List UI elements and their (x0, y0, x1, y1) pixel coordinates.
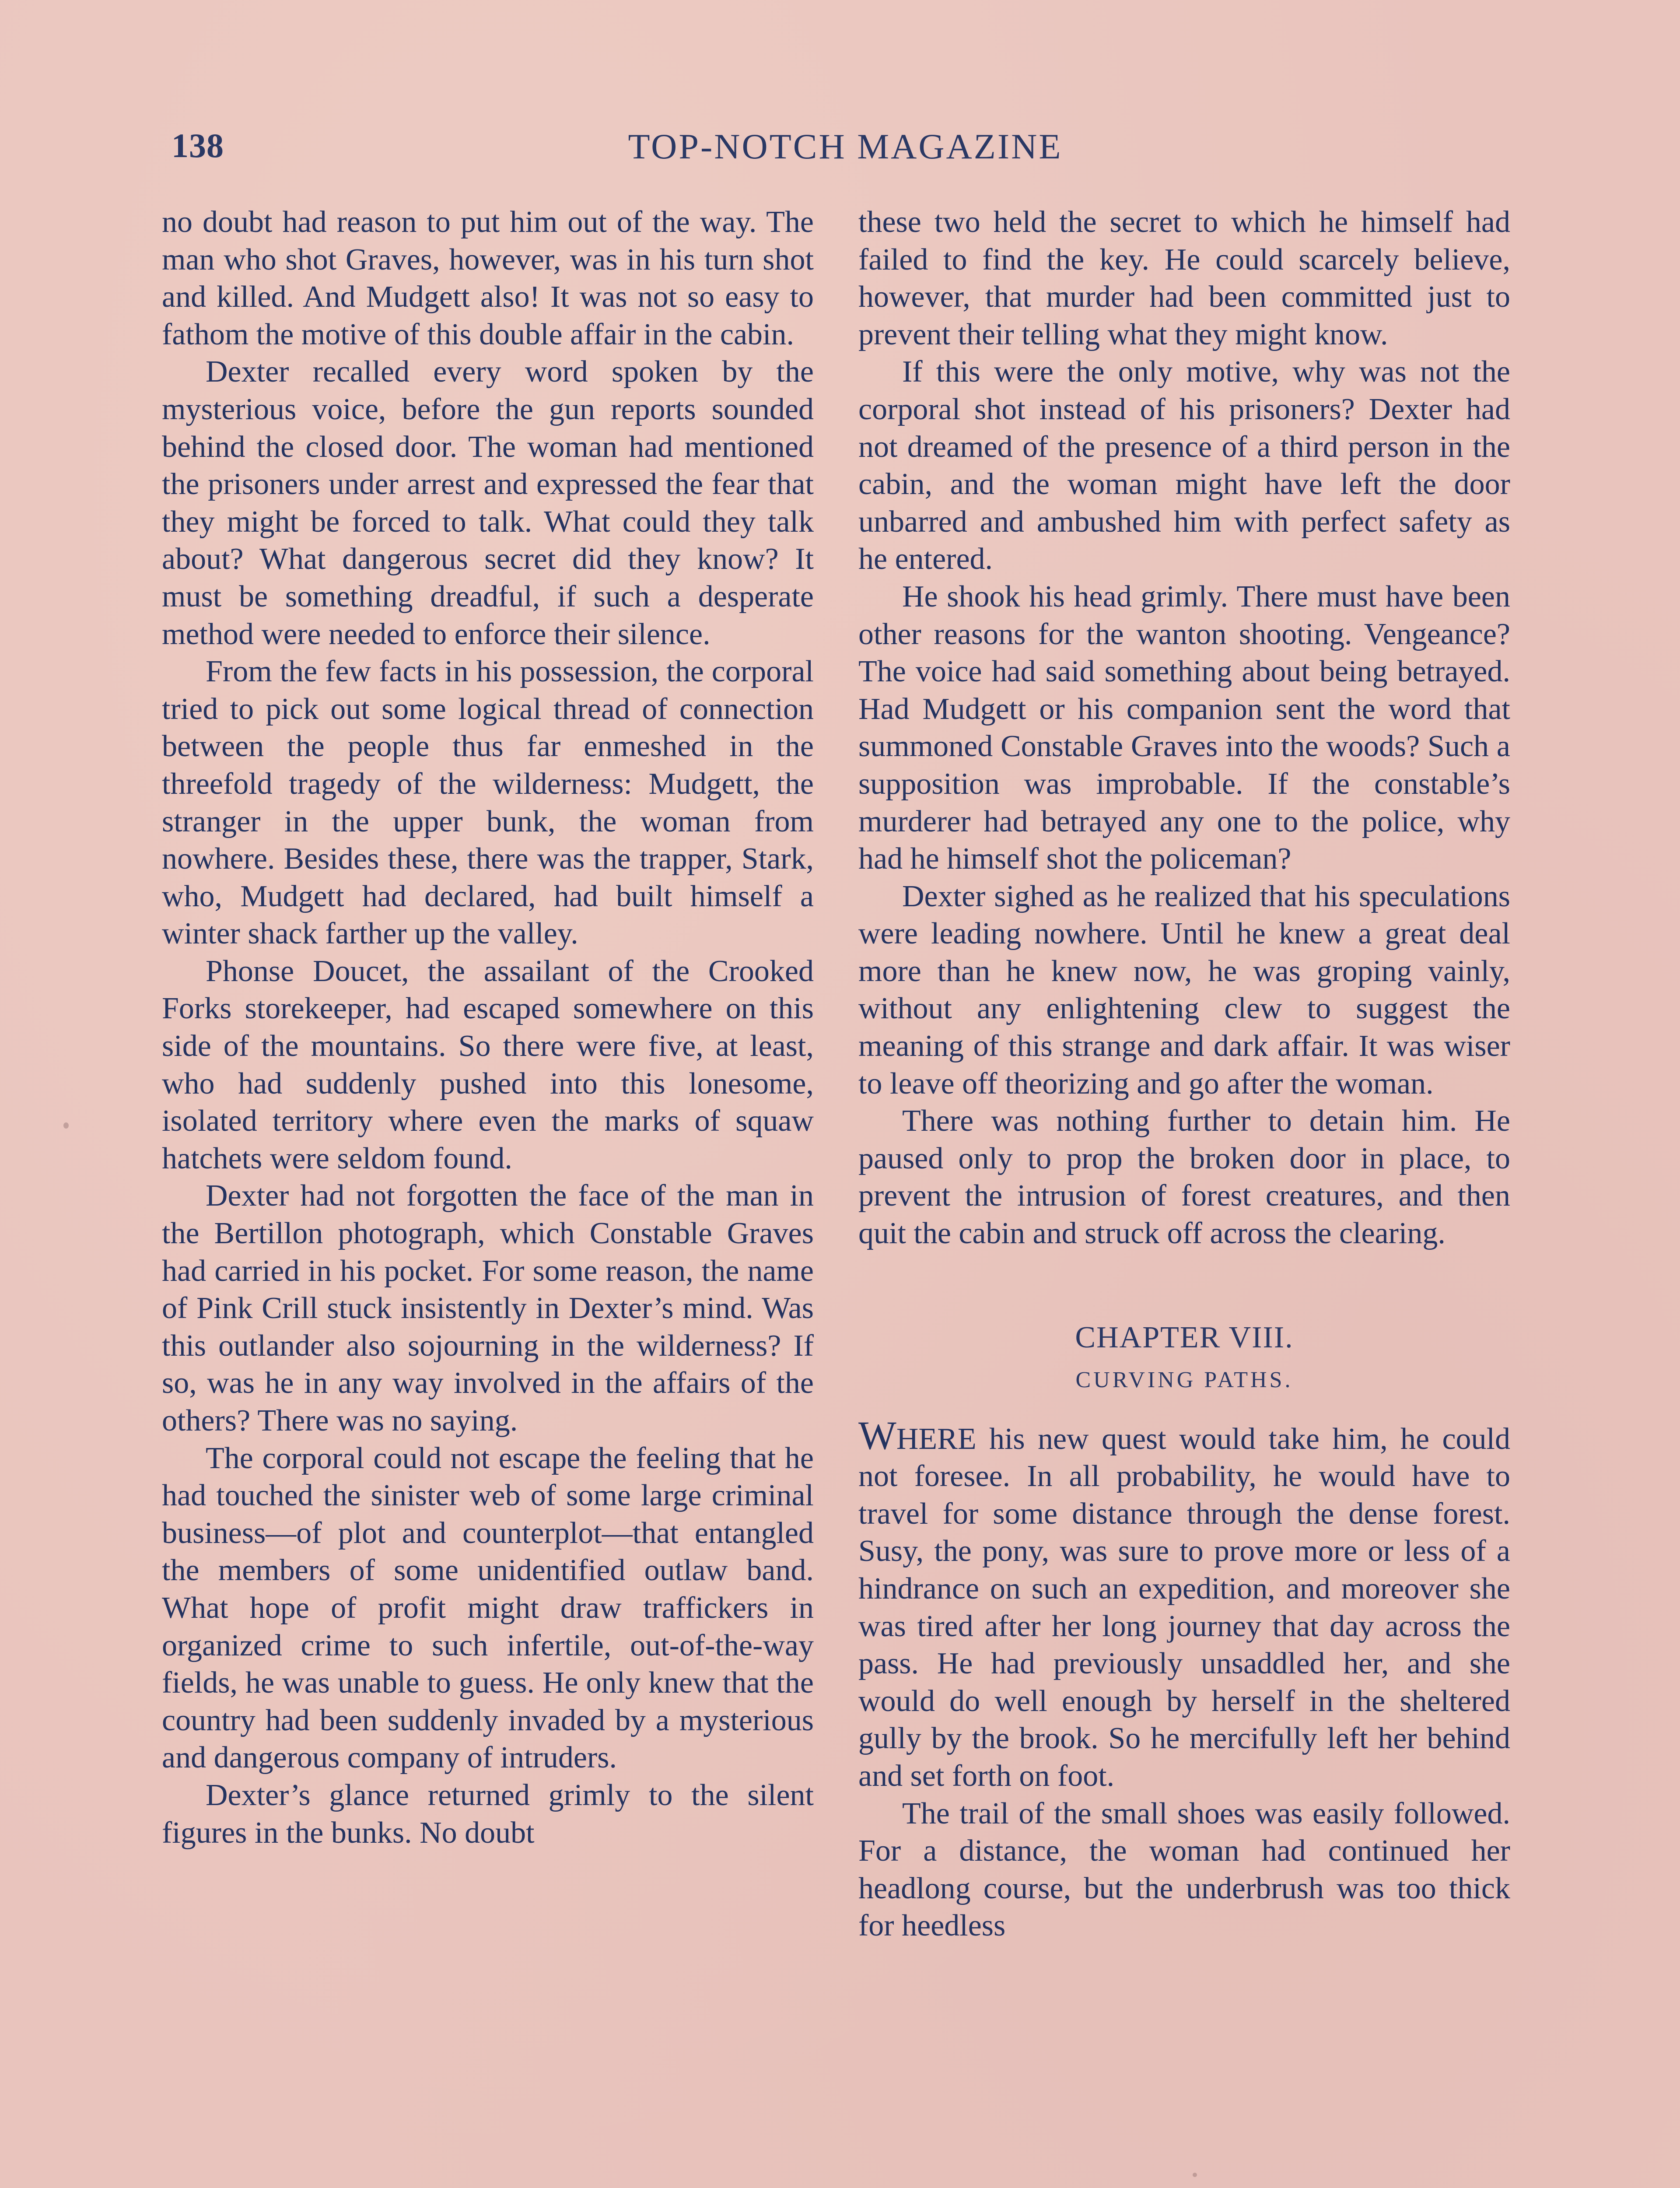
paragraph: He shook his head grimly. There must have been other reasons for the wanton shooting. Vengeance? The voice had said something about being betrayed. Had Mudgett or his companion sent the word that summoned Constable Graves into the woods? Such a supposition was improbable. If the constable’s murderer had betrayed any one to the police, why had he himself shot the policeman? (858, 579, 1510, 876)
chapter-title: CHAPTER VIII. (1075, 1320, 1294, 1354)
paragraph: no doubt had reason to put him out of the way. The man who shot Graves, however, was in his turn shot and killed. And Mudgett also! It was not so easy to fathom the motive of this double affair in the cabin. (162, 205, 814, 351)
running-title: TOP-NOTCH MAGAZINE (628, 126, 1063, 166)
paragraph: Phonse Doucet, the assailant of the Crooked Forks storekeeper, had escaped somewhere on this side of the mountains. So there were five, at least, who had suddenly pushed into this lonesome, isolated territory where even the marks of squaw hatchets were seldom found. (162, 954, 814, 1175)
page-number: 138 (172, 126, 224, 165)
paragraph: these two held the secret to which he himself had failed to find the key. He could scarcely believe, however, that murder had been committed just to prevent their telling what they might know. (858, 205, 1510, 351)
left-column (162, 203, 814, 1851)
paper-speck (63, 1122, 69, 1129)
paper-speck (1193, 2173, 1197, 2177)
paragraph: Dexter sighed as he realized that his speculations were leading nowhere. Until he knew a great deal more than he knew now, he was groping vainly, without any enlightening clew to suggest the meaning of this strange and dark affair. It was wiser to leave off theorizing and go after the woman. (858, 879, 1510, 1101)
paragraph: The corporal could not escape the feeling that he had touched the sinister web of some large criminal business—of plot and counterplot—that entangled the members of some unidentified outlaw band. What hope of profit might draw traffickers in organized crime to such infertile, out-of-the-way fields, he was unable to guess. He only knew that the country had been suddenly invaded by a mysterious and dangerous company of intruders. (162, 1441, 814, 1775)
paragraph: Dexter recalled every word spoken by the mysterious voice, before the gun reports sounded behind the closed door. The woman had mentioned the prisoners under arrest and expressed the fear that they might be forced to talk. What could they talk about? What dangerous secret did they know? It must be something dreadful, if such a desperate method were needed to enforce their silence. (162, 355, 814, 651)
chapter-subtitle: CURVING PATHS. (1075, 1367, 1293, 1392)
paper-speck (696, 706, 701, 712)
paragraph: From the few facts in his possession, the corporal tried to pick out some logical thread of connection between the people thus far enmeshed in the threefold tragedy of the wilderness: Mudgett, the stranger in the upper bunk, the woman from nowhere. Besides these, there was the trapper, Stark, who, Mudgett had declared, had built himself a winter shack farther up the valley. (162, 655, 814, 951)
chapter-heading (858, 1318, 1510, 1398)
paragraph: The trail of the small shoes was easily followed. For a distance, the woman had continued her headlong course, but the underbrush was too thick for heedless (858, 1796, 1510, 1943)
paragraph: Dexter’s glance returned grimly to the silent figures in the bunks. No doubt (162, 1778, 814, 1850)
right-column (858, 203, 1510, 1945)
paragraph: There was nothing further to detain him. He paused only to prop the broken door in place, to prevent the intrusion of forest creatures, and then quit the cabin and struck off across the clearing. (858, 1104, 1510, 1251)
paragraph: Dexter had not forgotten the face of the man in the Bertillon photograph, which Constable Graves had carried in his pocket. For some reason, the name of Pink Crill stuck insistently in Dexter’s mind. Was this outlander also sojourning in the wilderness? If so, was he in any way involved in the affairs of the others? There was no saying. (162, 1179, 814, 1438)
opening-text: HERE his new quest would take him, he could not foresee. In all probability, he would have to travel for some distance through the dense forest. Susy, the pony, was sure to prove more or less of a hindrance on such an expedition, and moreover she was tired after her long journey that day across the pass. He had previously unsaddled her, and she would do well enough by herself in the sheltered gully by the brook. So he mercifully left her behind and set forth on foot. (858, 1422, 1510, 1793)
page-header (172, 126, 1519, 174)
drop-cap: W (858, 1413, 896, 1458)
chapter-opening-paragraph (858, 1413, 1510, 1795)
paragraph: If this were the only motive, why was not the corporal shot instead of his prisoners? Dexter had not dreamed of the presence of a third person in the cabin, and the woman might have left the door unbarred and ambushed him with perfect safety as he entered. (858, 355, 1510, 576)
